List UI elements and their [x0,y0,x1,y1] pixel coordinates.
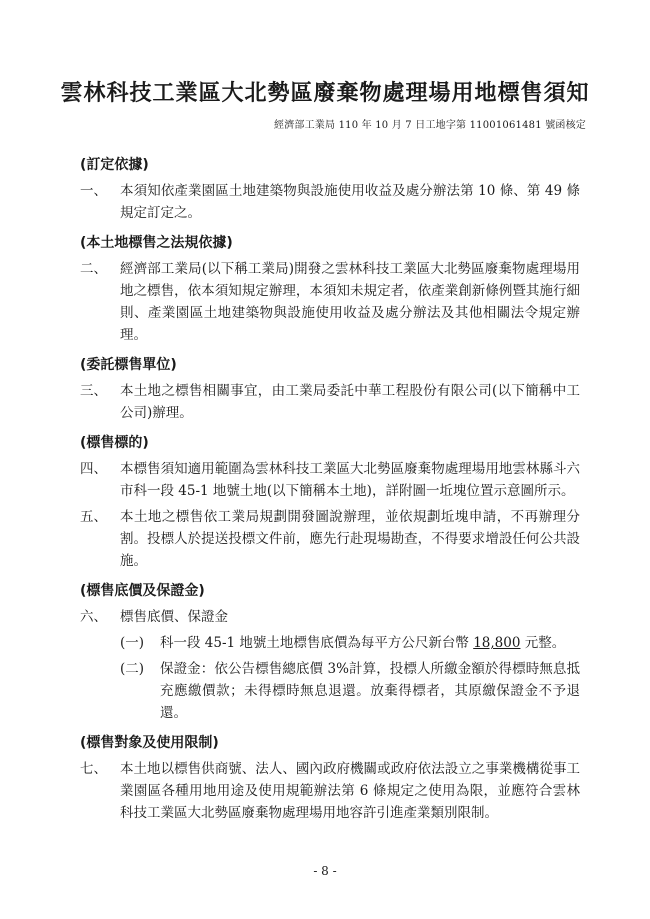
clause-number: 五、 [80,509,107,525]
clause-1 [80,180,580,224]
clause-4 [80,458,580,502]
clause-text: 本土地以標售供商號、法人、國內政府機關或政府依法設立之事業機構從事工業園區各種用地用途及使用規範辦法第 6 條規定之使用為限，並應符合雲林科技工業區大北勢區廢棄物處理場用地容許引進產業類別限制。 [120,761,580,821]
clause-text: 本土地之標售依工業局規劃開發圖說辦理，並依規劃坵塊申請，不再辦理分割。投標人於提送投標文件前，應先行赴現場勘查，不得要求增設任何公共設施。 [120,509,580,569]
clause-6 [80,606,580,628]
section-heading-legal-basis: (本土地標售之法規依據) [80,235,233,251]
clause-number: 二、 [80,261,107,277]
clause-text: 標售底價、保證金 [120,609,228,625]
section-heading-eligibility: (標售對象及使用限制) [80,735,219,751]
clause-3 [80,380,580,424]
approval-reference: 經濟部工業局 110 年 10 月 7 日工地字第 11001061481 號函核定 [274,120,586,131]
clause-2 [80,258,580,346]
clause-number: 三、 [80,383,107,399]
section-heading-basis: (訂定依據) [80,157,149,173]
sub-clause-number: (一) [120,635,145,651]
price-text-after: 元整。 [520,635,566,651]
document-title: 雲林科技工業區大北勢區廢棄物處理場用地標售須知 [60,81,590,106]
sub-clause-text [160,632,580,654]
price-text-before: 科一段 45-1 地號土地標售底價為每平方公尺新台幣 [160,635,474,651]
clause-number: 七、 [80,761,107,777]
clause-number: 四、 [80,461,107,477]
clause-text: 本須知依產業園區土地建築物與設施使用收益及處分辦法第 10 條、第 49 條規定訂定之。 [120,183,580,221]
section-heading-agent: (委託標售單位) [80,357,177,373]
clause-number: 六、 [80,609,107,625]
clause-5 [80,506,580,572]
document-body [80,146,580,828]
page-number: - 8 - [313,864,337,878]
clause-number: 一、 [80,183,107,199]
sub-clause-price [120,632,580,654]
section-heading-subject: (標售標的) [80,435,149,451]
price-amount: 18,800 [473,635,521,651]
clause-text: 本標售須知適用範圍為雲林科技工業區大北勢區廢棄物處理場用地雲林縣斗六市科一段 45-1 地號土地(以下簡稱本土地)，詳附圖一坵塊位置示意圖所示。 [120,461,580,499]
section-heading-price-deposit: (標售底價及保證金) [80,583,205,599]
sub-clause-deposit [120,658,580,724]
sub-clause-text: 保證金：依公告標售總底價 3%計算，投標人所繳金額於得標時無息抵充應繳價款；未得標時無息退還。放棄得標者，其原繳保證金不予退還。 [160,661,580,721]
clause-text: 本土地之標售相關事宜，由工業局委託中華工程股份有限公司(以下簡稱中工公司)辦理。 [120,383,580,421]
clause-7 [80,758,580,824]
sub-clause-number: (二) [120,661,145,677]
clause-text: 經濟部工業局(以下稱工業局)開發之雲林科技工業區大北勢區廢棄物處理場用地之標售，依本須知規定辦理，本須知未規定者，依產業創新條例暨其施行細則、產業園區土地建築物與設施使用收益及處分辦法及其他相關法令規定辦理。 [120,261,580,343]
